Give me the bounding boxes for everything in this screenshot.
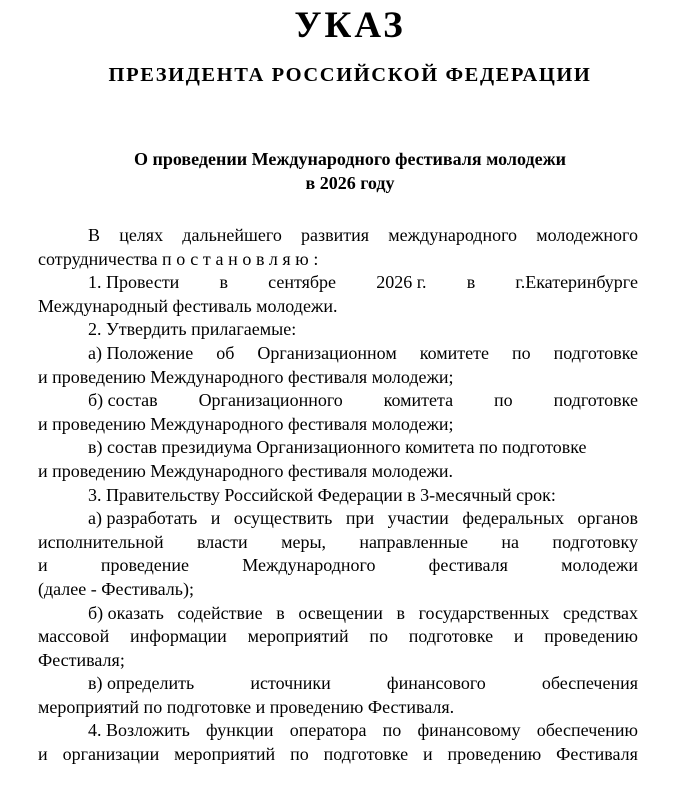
point-3c-line-1 [38, 672, 638, 696]
word: молодежи [561, 555, 638, 576]
word: в [219, 272, 228, 293]
word: проведению [447, 744, 542, 765]
point-1-line-1 [38, 271, 638, 295]
point-3a-line-1 [38, 507, 638, 531]
word: финансового [386, 673, 486, 694]
word: Организационного [198, 390, 343, 411]
word: фестиваля [428, 555, 508, 576]
decree-subtitle: ПРЕЗИДЕНТА РОССИЙСКОЙ ФЕДЕРАЦИИ [108, 64, 592, 86]
decree-title: УКАЗ [294, 5, 406, 46]
intro-line-1 [38, 224, 638, 248]
word: 4. Возложить [88, 720, 190, 741]
word: источники [250, 673, 331, 694]
point-2a-line-2: и проведению Международного фестиваля молодежи; [38, 366, 454, 387]
word: молодежного [536, 225, 638, 245]
word: исполнительной [38, 531, 164, 552]
word: развития [301, 225, 370, 245]
word: мероприятий [174, 744, 276, 765]
word: в [396, 602, 406, 623]
word: функции [206, 720, 274, 741]
point-3b-line-1 [38, 602, 638, 626]
point-3a-line-3 [38, 554, 638, 578]
word: по [369, 626, 389, 647]
point-4 [38, 719, 638, 766]
point-3 [38, 484, 638, 720]
word: подготовке [553, 342, 638, 363]
word: по [511, 342, 531, 363]
point-1-line-2: Международный фестиваль молодежи. [38, 295, 338, 316]
word: мероприятий [247, 626, 349, 647]
word: по [382, 720, 402, 741]
point-2a-line-1 [38, 342, 638, 366]
word: осуществить [233, 508, 333, 529]
word: комитете [419, 342, 489, 363]
word: направленные [359, 531, 469, 552]
word: оператора [289, 720, 367, 741]
point-3c-line-2: мероприятий по подготовке и проведению Фестиваля. [38, 696, 455, 717]
word: организации [62, 744, 160, 765]
point-3-text: 3. Правительству Российской Федерации в 3-месячный срок: [88, 484, 556, 505]
word: 2026 г. [376, 272, 427, 293]
word: массовой [38, 626, 110, 647]
word: подготовке [323, 744, 409, 765]
word: в [276, 602, 285, 623]
word: Международного [242, 555, 376, 576]
word: и [513, 626, 524, 647]
word: содействие [177, 602, 263, 623]
decree-heading [0, 147, 700, 195]
word: и [210, 508, 221, 529]
word: б) оказать [88, 602, 164, 623]
point-2b-line-1 [38, 389, 638, 413]
word: проведение [100, 555, 190, 576]
point-2-text: 2. Утвердить прилагаемые: [88, 319, 297, 340]
intro-paragraph [38, 224, 638, 271]
word: федеральных [462, 508, 564, 529]
point-3a-line-2 [38, 531, 638, 555]
point-3a-line-4: (далее - Фестиваль); [38, 578, 194, 599]
heading-line-1: О проведении Международного фестиваля молодежи [133, 149, 567, 169]
point-3b-line-2 [38, 625, 638, 649]
word: меры, [281, 531, 327, 552]
word: подготовку [552, 531, 638, 552]
word: и [38, 744, 48, 765]
word: участии [387, 508, 449, 529]
point-2 [38, 318, 638, 483]
word: в) определить [88, 673, 195, 694]
word: на [501, 531, 520, 552]
decree-word: постановляю: [162, 248, 323, 269]
point-2b-line-2: и проведению Международного фестиваля молодежи; [38, 413, 454, 434]
word: целях [119, 225, 164, 245]
word: информации [130, 626, 227, 647]
decree-body [38, 224, 638, 767]
word: Организационном [257, 342, 397, 363]
word: по [494, 390, 513, 411]
word: а) Положение [88, 342, 194, 363]
word: подготовке [408, 626, 494, 647]
point-4-line-2 [38, 743, 638, 767]
point-4-line-1 [38, 719, 638, 743]
word: обеспечения [541, 673, 638, 694]
point-2c-line-2: и проведению Международного фестиваля молодежи. [38, 460, 454, 481]
intro-line-2 [38, 248, 638, 272]
word: сентябре [268, 272, 337, 293]
word: власти [196, 531, 248, 552]
word: а) разработать [88, 508, 198, 529]
word: органов [577, 508, 638, 529]
word: В [88, 225, 101, 245]
word: международного [388, 225, 518, 245]
word: подготовке [553, 390, 638, 411]
word: в [466, 272, 476, 293]
word: финансовому [417, 720, 521, 741]
word: дальнейшего [182, 225, 282, 245]
word: и [38, 555, 48, 576]
word: об [216, 342, 235, 363]
word: б) состав [88, 390, 158, 411]
word: освещении [298, 602, 383, 623]
point-1 [38, 271, 638, 318]
word: Фестиваля [556, 744, 638, 765]
word: по [290, 744, 309, 765]
word: средствах [562, 602, 638, 623]
heading-line-2: в 2026 году [305, 173, 395, 193]
word: государственных [418, 602, 550, 623]
word: обеспечению [536, 720, 638, 741]
word: при [345, 508, 375, 529]
word: 1. Провести [88, 272, 180, 293]
word: проведению [544, 626, 638, 647]
word: и [422, 744, 433, 765]
point-2c-line-1: в) состав президиума Организационного комитета по подготовке [88, 437, 587, 458]
word: комитета [383, 390, 454, 411]
intro-text: сотрудничества [38, 248, 158, 269]
point-3b-line-3: Фестиваля; [38, 649, 125, 670]
word: г.Екатеринбурге [515, 272, 638, 293]
